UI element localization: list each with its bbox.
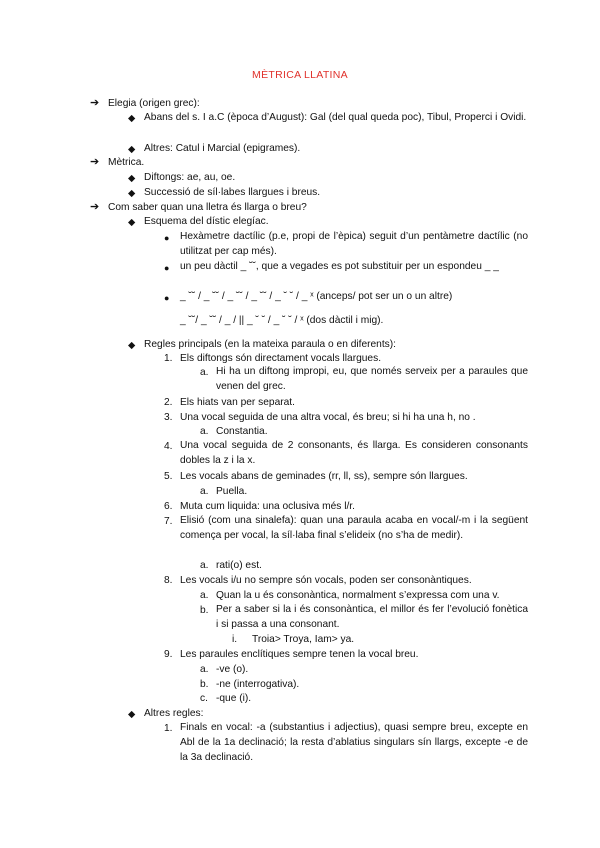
list-item: Muta cum liquida: una oclusiva més l/r. [180, 501, 355, 512]
list-item: -ne (interrogativa). [216, 679, 300, 690]
list-number: 7. [164, 516, 173, 527]
diamond-icon: ◆ [128, 188, 136, 199]
list-item: _ ˘˘ / _ ˘˘ / _ ˘˘ / _ ˘˘ / _ ˘ ˘ / _ ˣ (anceps/ pot ser un o un altre) [180, 291, 453, 302]
list-item: Per a saber si la i és consonàntica, el millor és fer l’evolució fonètica i si passa a una consonant. [216, 604, 528, 630]
list-item: Altres: Catul i Marcial (epigrames). [144, 143, 301, 154]
altres-label: Altres regles: [144, 708, 204, 719]
list-item: Les paraules enclítiques sempre tenen la vocal breu. [180, 649, 419, 660]
list-item: Hexàmetre dactílic (p.e, propi de l’èpica) seguit d’un pentàmetre dactílic (no utilitzat per cap més). [180, 231, 528, 257]
diamond-icon: ◆ [128, 709, 136, 720]
page-title: MÈTRICA LLATINA [252, 69, 348, 81]
list-item: un peu dàctil _ ˘˘, que a vegades es pot substituir per un espondeu _ _ [180, 261, 499, 272]
bullet-icon: ● [164, 233, 170, 243]
diamond-icon: ◆ [128, 144, 136, 155]
list-item: Hi ha un diftong impropi, eu, que només serveix per a paraules que venen del grec. [216, 366, 528, 392]
list-number: 5. [164, 471, 173, 482]
list-letter: a. [200, 426, 209, 437]
list-number: 8. [164, 575, 173, 586]
section-metrica: Mètrica. [108, 157, 145, 168]
section-elegia: Elegia (origen grec): [108, 98, 200, 109]
list-item: Les vocals abans de geminades (rr, ll, ss), sempre són llargues. [180, 471, 468, 482]
list-item: Els hiats van per separat. [180, 397, 295, 408]
list-number: 3. [164, 412, 173, 423]
bullet-icon: ● [164, 263, 170, 273]
list-item: Els diftongs són directament vocals llargues. [180, 353, 382, 364]
diamond-icon: ◆ [128, 173, 136, 184]
list-number: 6. [164, 501, 173, 512]
regles-label: Regles principals (en la mateixa paraula o en diferents): [144, 339, 396, 350]
diamond-icon: ◆ [128, 113, 136, 124]
list-item: rati(o) est. [216, 560, 262, 571]
arrow-icon: ➔ [90, 156, 100, 168]
list-item: Puella. [216, 486, 248, 497]
list-roman: i. [232, 634, 238, 645]
diamond-icon: ◆ [128, 217, 136, 228]
arrow-icon: ➔ [90, 97, 100, 109]
list-item: Troia> Troya, Iam> ya. [252, 634, 355, 645]
list-item: Diftongs: ae, au, oe. [144, 172, 236, 183]
list-number: 4. [164, 441, 173, 452]
diamond-icon: ◆ [128, 340, 136, 351]
list-item: Successió de síl·labes llargues i breus. [144, 187, 321, 198]
list-item: Una vocal seguida de una altra vocal, és breu; si hi ha una h, no . [180, 412, 476, 423]
bullet-icon: ● [164, 293, 170, 303]
list-number: 9. [164, 649, 173, 660]
list-letter: b. [200, 679, 209, 690]
meter-line: _ ˘˘/ _ ˘˘ / _ / || _ ˘ ˘ / _ ˘ ˘ / ˣ (dos dàctil i mig). [180, 315, 384, 326]
list-number: 1. [164, 353, 173, 364]
arrow-icon: ➔ [90, 201, 100, 213]
list-item: Elisió (com una sinalefa): quan una paraula acaba en vocal/-m i la següent comença per vocal, la síl·laba final s’elideix (no s’ha de medir). [180, 515, 528, 541]
list-letter: a. [200, 590, 209, 601]
list-letter: a. [200, 664, 209, 675]
list-item: Finals en vocal: -a (substantius i adjectius), quasi sempre breu, excepte en Abl de la 1a declinació; la resta d’ablatius singulars sín llargs, excepte -e de la 3a declinació. [180, 722, 528, 763]
list-item: -que (i). [216, 693, 252, 704]
list-item: Una vocal seguida de 2 consonants, és llarga. Es consideren consonants dobles la z i la x. [180, 440, 528, 466]
list-letter: b. [200, 605, 209, 616]
list-item: Quan la u és consonàntica, normalment s’expressa com una v. [216, 590, 500, 601]
list-letter: a. [200, 367, 209, 378]
esquema-label: Esquema del dístic elegíac. [144, 216, 269, 227]
list-item: Constantia. [216, 426, 268, 437]
list-item: -ve (o). [216, 664, 249, 675]
list-letter: a. [200, 486, 209, 497]
list-number: 1. [164, 723, 173, 734]
list-letter: c. [200, 693, 208, 704]
list-item: Les vocals i/u no sempre són vocals, poden ser consonàntiques. [180, 575, 472, 586]
list-number: 2. [164, 397, 173, 408]
section-saber: Com saber quan una lletra és llarga o breu? [108, 202, 307, 213]
list-item: Abans del s. I a.C (època d’August): Gal (del qual queda poc), Tibul, Properci i Ovidi. [144, 112, 527, 123]
list-letter: a. [200, 560, 209, 571]
